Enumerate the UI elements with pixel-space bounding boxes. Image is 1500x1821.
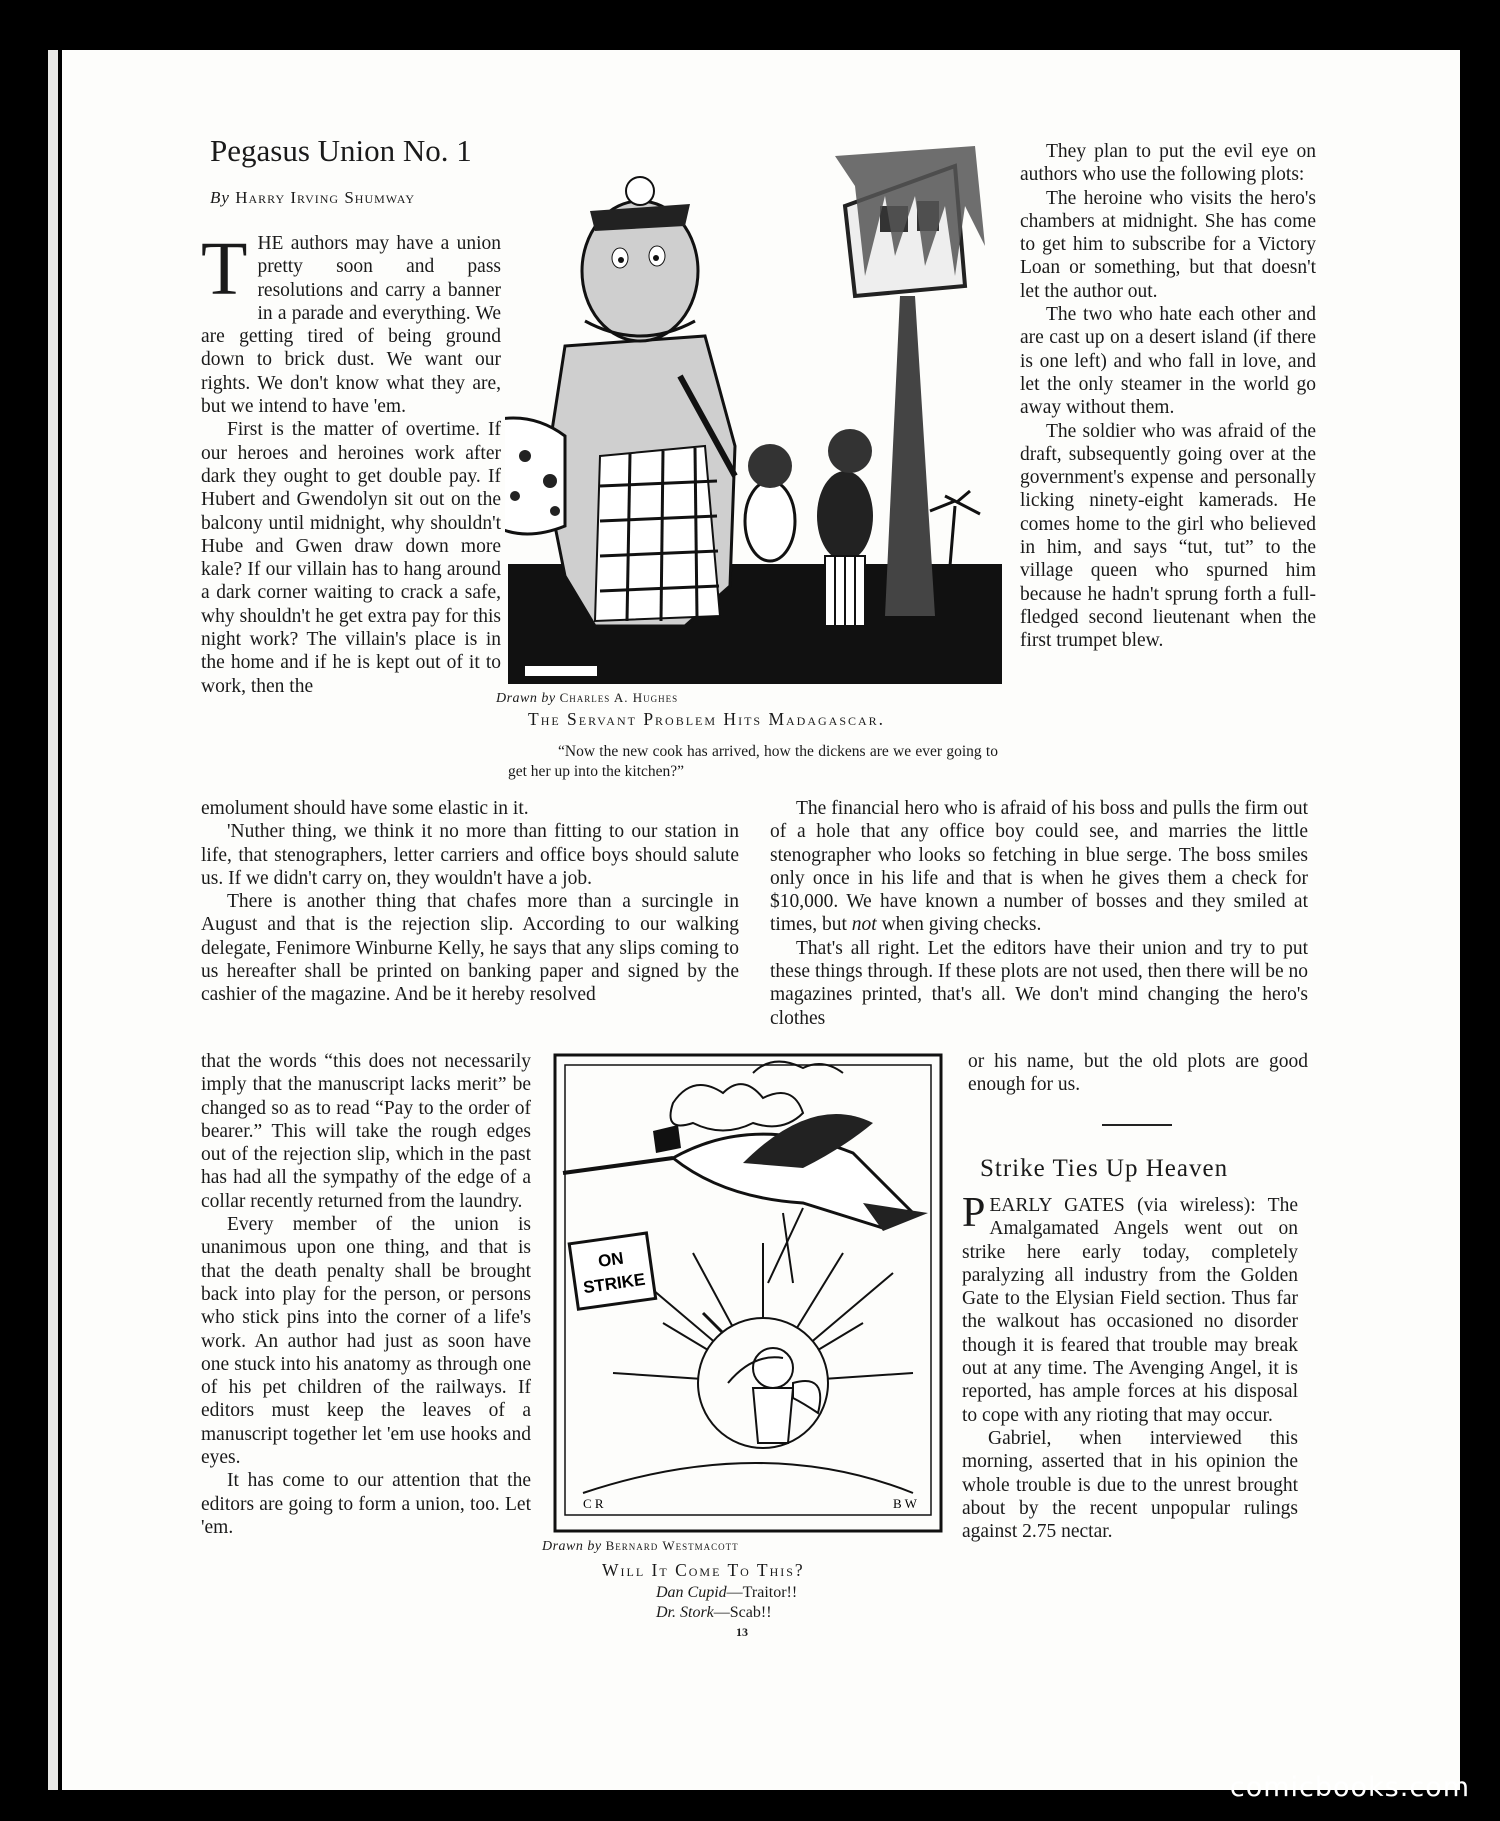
sign-text-strike: STRIKE [581, 1269, 647, 1298]
handbag [505, 418, 565, 534]
article-paragraph: That's all right. Let the editors have their union and try to put these things through. If these plots are not used, then there will be no magazines printed, that's all. We don't mind changing the hero's clothes [770, 937, 1308, 1029]
hippo-skirt [595, 446, 720, 621]
article-paragraph: The heroine who visits the hero's chambers at midnight. She has come to get him to subscribe for a Victory Loan or something, but that doesn't let the author out. [1020, 187, 1316, 302]
article-paragraph: Every member of the union is unanimous upon one thing, and that is that the death penalty shall be brought back into play for the person, or persons who stick pins into the corner of a life's work. An author had just as soon have one stuck into his anatomy as through one of his pet children of the railways. If editors must keep the leaves of a manuscript together let 'em use hooks and eyes. [201, 1214, 531, 1469]
article-paragraph: The two who hate each other and are cast up on a desert island (if there is one left) and who fall in love, and let the only steamer in the world go away without them. [1020, 304, 1316, 419]
article-paragraph: emolument should have some elastic in it. [201, 798, 529, 819]
article-column-3 [1020, 140, 1316, 795]
article-paragraph: Gabriel, when interviewed this morning, asserted that in his opinion the whole trouble is due to the unrest brought about by the recent unpopular rulings against 2.75 nectar. [962, 1427, 1298, 1543]
byline-author: Harry Irving Shumway [235, 188, 416, 207]
page-gutter-edge [48, 50, 58, 1790]
cartoon1-credit [496, 690, 678, 707]
caption-text: —Scab!! [713, 1604, 772, 1621]
article2-body [962, 1194, 1298, 1634]
credit-artist: Bernard Westmacott [605, 1538, 739, 1553]
article-column-1 [201, 232, 501, 792]
artist-signature [525, 666, 597, 676]
site-watermark: comicbooks.com [1229, 1772, 1470, 1803]
article-paragraph: that the words “this does not necessarily imply that the manuscript lacks merit” be changed so as to read “Pay to the order of bearer.” This will take the rough edges out of the rejection slip, which in the past has had all the sympathy of the edge of a collar recently returned from the laundry. [201, 1051, 531, 1212]
article-paragraph [201, 232, 501, 418]
article-paragraph: The soldier who was afraid of the draft, subsequently going over at the government's expense and personally licking ninety-eight kamerads. He comes home to the girl who believed in him, and says “tut, tut” to the village queen who spurned him because he hadn't sprung forth a full-fledged second lieutenant when the first trumpet blew. [1020, 420, 1316, 652]
paragraph-text: The financial hero who is afraid of his boss and pulls the firm out of a hole that any office boy could see, and marries the little stenographer who looks so fetching in blue serge. The boss smiles only once in his life and that is when he gives them a check for $10,000. We have known a number of bosses and they smiled at times, but [770, 798, 1308, 936]
credit-prefix: Drawn by [542, 1539, 602, 1554]
article-wide-left [201, 797, 739, 1045]
monkey-small [745, 481, 795, 561]
article-paragraph: It has come to our attention that the editors are going to form a union, too. Let 'em. [201, 1470, 531, 1538]
article-byline [210, 188, 415, 208]
article-paragraph: or his name, but the old plots are good enough for us. [968, 1051, 1308, 1096]
bird-on-hat [626, 177, 654, 205]
paragraph-text: EARLY GATES (via wireless): The Amalgamated Angels went out on strike here early today, completely paralyzing all industry from the Golden Gate to the Elysian Field section. Thus far the walkout has occasioned no disorder though it is feared that trouble may break out at any time. The Avenging Angel, it is reported, has ample forces at his disposal to cope with any rioting that may occur. [962, 1195, 1298, 1426]
byline-prefix: By [210, 188, 230, 207]
article-paragraph: They plan to put the evil eye on authors who use the following plots: [1020, 141, 1316, 186]
cartoon2-caption-line1 [656, 1583, 797, 1603]
article-paragraph: First is the matter of overtime. If our heroes and heroines work after dark they ought to get double pay. If Hubert and Gwendolyn sit out on the balcony until midnight, why shouldn't Hube and Gwen draw down more kale? If our villain has to hang around a dark corner waiting to crack a safe, why shouldn't he get extra pay for this night work? The villain's place is in the home and if he is kept out of it to work, then the [201, 419, 501, 697]
cartoon1-title: The Servant Problem Hits Madagascar. [528, 709, 886, 729]
paragraph-text: HE authors may have a union pretty soon and pass resolutions and carry a banner in a parade and everything. We are getting tired of being ground down to brick dust. We want our rights. We don't know what they are, but we intend to have 'em. [201, 233, 501, 418]
caption-text: —Traitor!! [726, 1584, 798, 1601]
cartoon2-caption-line2 [656, 1603, 772, 1623]
section-divider [1102, 1124, 1172, 1126]
article-paragraph [962, 1194, 1298, 1427]
sign-text-on: ON [596, 1248, 625, 1271]
caption-name: Dr. Stork [656, 1604, 714, 1621]
caption-name: Dan Cupid [656, 1584, 727, 1601]
article-title: Pegasus Union No. 1 [210, 133, 472, 168]
cartoon-will-it-come-to-this [553, 1053, 943, 1533]
credit-prefix: Drawn by [496, 691, 556, 706]
paragraph-text: when giving checks. [881, 914, 1042, 936]
page-number: 13 [736, 1625, 748, 1639]
monkey-tall [817, 471, 873, 561]
article-wide-right-end [968, 1050, 1308, 1097]
article-paragraph: 'Nuther thing, we think it no more than fitting to our station in life, that stenographers, letter carriers and office boys should salute us. If we didn't carry on, they wouldn't have a job. [201, 821, 739, 889]
emphasis-text: not [851, 914, 877, 936]
credit-artist: Charles A. Hughes [559, 690, 679, 705]
initials-left: C R [583, 1496, 604, 1511]
article-wide-right [770, 797, 1308, 1045]
article2-title: Strike Ties Up Heaven [980, 1155, 1229, 1182]
cupid-head [753, 1348, 793, 1388]
article-paragraph [770, 797, 1308, 937]
drop-cap: T [201, 232, 248, 311]
cartoon-servant-problem [505, 146, 1005, 686]
article-paragraph: There is another thing that chafes more than a surcingle in August and that is the rejection slip. According to our walking delegate, Fenimore Winburne Kelly, he says that any slips coming to us hereafter shall be printed on banking paper and signed by the cashier of the magazine. And be it hereby resolved [201, 891, 739, 1006]
cartoon1-quote: “Now the new cook has arrived, how the dickens are we ever going to get her up into the kitchen?” [508, 743, 998, 780]
article-column-narrow [201, 1050, 531, 1630]
cartoon2-credit [542, 1538, 739, 1555]
initials-right: B W [893, 1496, 917, 1511]
cartoon2-title: Will It Come To This? [602, 1560, 805, 1580]
cupid-body [753, 1388, 793, 1443]
drop-cap: P [962, 1194, 986, 1236]
